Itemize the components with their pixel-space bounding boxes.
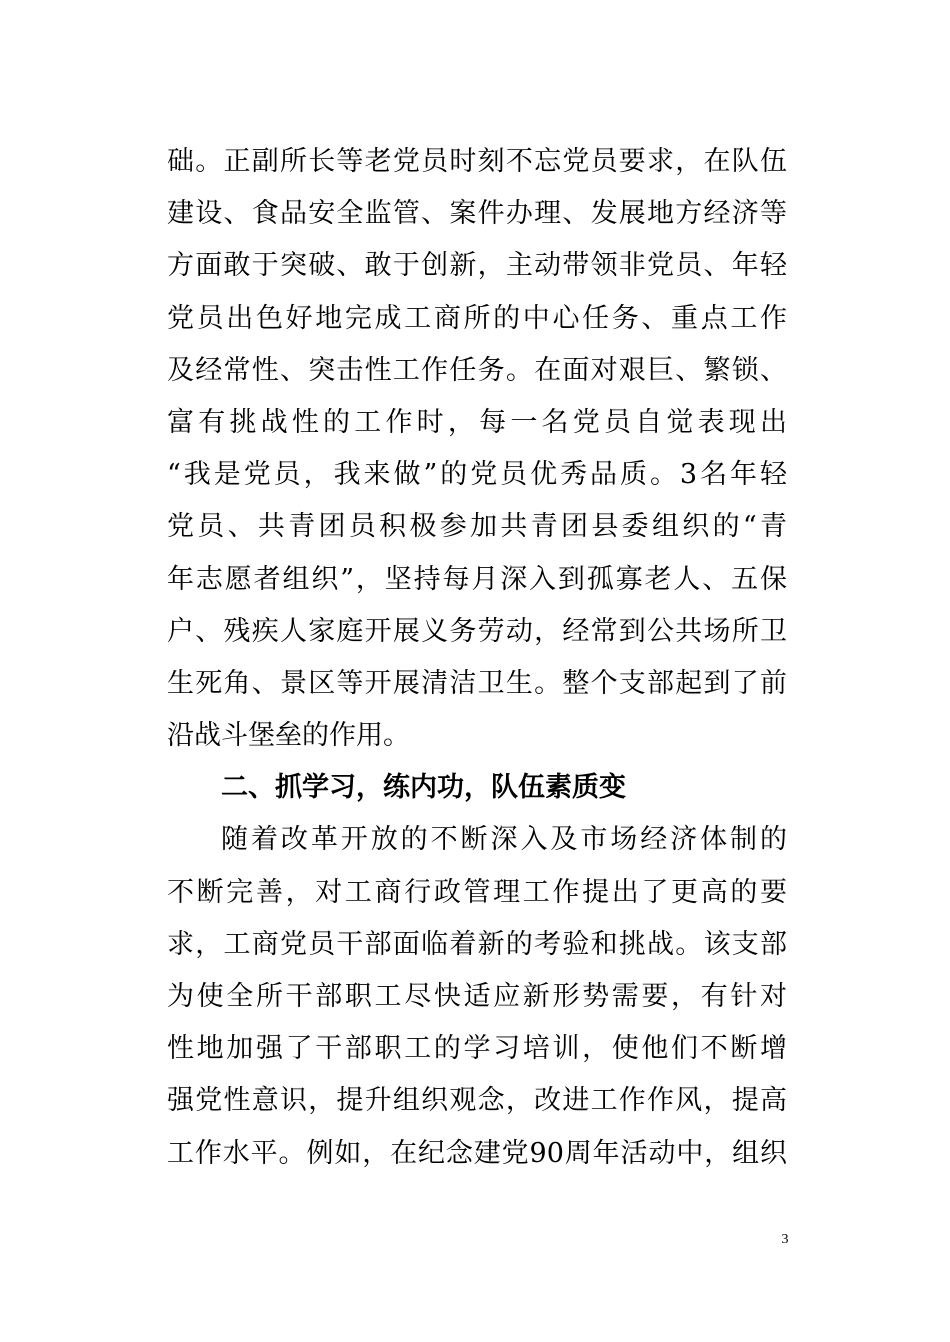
paragraph-line: 随着改革开放的不断深入及市场经济体制的 xyxy=(221,824,787,856)
paragraph-line: 沿战斗堡垒的作用。 xyxy=(167,720,410,752)
paragraph-line: 户、残疾人家庭开展义务劳动，经常到公共场所卫 xyxy=(167,615,787,647)
paragraph-line: 求，工商党员干部面临着新的考验和挑战。该支部 xyxy=(167,928,787,960)
paragraph-line: 为使全所干部职工尽快适应新形势需要，有针对 xyxy=(167,981,787,1012)
paragraph-line: 性地加强了干部职工的学习培训，使他们不断增 xyxy=(167,1033,787,1065)
paragraph-line: 工作水平。例如，在纪念建党90周年活动中，组织 xyxy=(167,1137,787,1169)
paragraph-line: “我是党员，我来做”的党员优秀品质。3名年轻 xyxy=(167,459,787,491)
paragraph-line: 不断完善，对工商行政管理工作提出了更高的要 xyxy=(167,876,787,908)
paragraph-line: 富有挑战性的工作时，每一名党员自觉表现出 xyxy=(167,406,787,438)
paragraph-line: 党员、共青团员积极参加共青团县委组织的“青 xyxy=(167,511,787,543)
paragraph-line: 础。正副所长等老党员时刻不忘党员要求，在队伍 xyxy=(167,146,787,177)
paragraph-line: 方面敢于突破、敢于创新，主动带领非党员、年轻 xyxy=(167,250,787,282)
page-number: 3 xyxy=(781,1232,789,1247)
paragraph-line: 及经常性、突击性工作任务。在面对艰巨、繁锁、 xyxy=(167,354,787,386)
body-text xyxy=(167,136,787,1180)
paragraph-line: 年志愿者组织”，坚持每月深入到孤寡老人、五保 xyxy=(167,563,787,595)
section-heading: 二、抓学习，练内功，队伍素质变 xyxy=(221,772,626,804)
paragraph-line: 强党性意识，提升组织观念，改进工作作风，提高 xyxy=(167,1085,787,1117)
paragraph-line: 生死角、景区等开展清洁卫生。整个支部起到了前 xyxy=(167,667,787,699)
paragraph-line: 建设、食品安全监管、案件办理、发展地方经济等 xyxy=(167,198,787,230)
paragraph-line: 党员出色好地完成工商所的中心任务、重点工作 xyxy=(167,302,787,334)
